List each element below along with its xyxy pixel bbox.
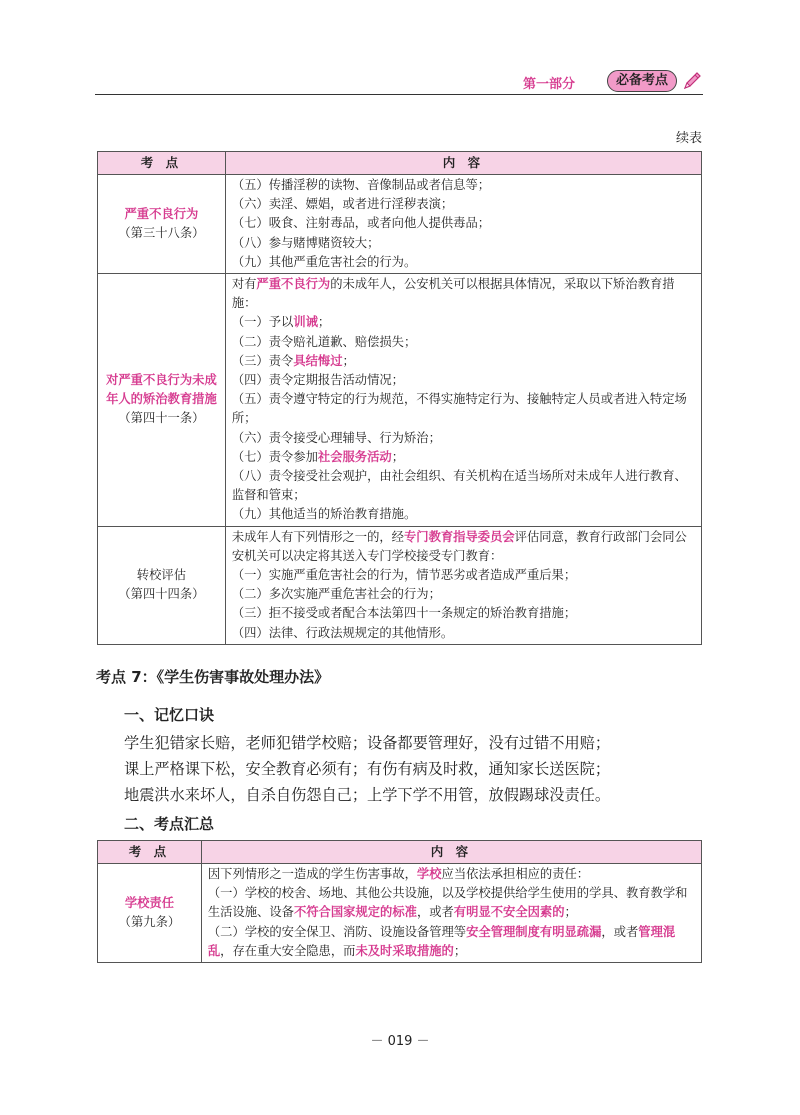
point-article: （第三十八条） xyxy=(118,226,205,240)
content-line: （一）实施严重危害社会的行为，情节恶劣或者造成严重后果； xyxy=(231,568,577,583)
summary-table xyxy=(97,840,702,963)
content-line: （二）多次实施严重危害社会的行为； xyxy=(231,587,441,602)
table-header-row xyxy=(98,152,702,175)
content-line: （九）其他严重危害社会的行为。 xyxy=(231,254,417,269)
table-row xyxy=(98,175,702,274)
content-line: （八）责令接受社会观护，由社会组织、有关机构在适当场所对未成年人进行教育、监督和管束； xyxy=(231,469,687,503)
highlight-term: 不符合国家规定的标准 xyxy=(293,905,417,920)
column-header-point: 考 点 xyxy=(98,152,226,175)
highlight-term: 社会服务活动 xyxy=(317,449,392,464)
highlight-term: 安全管理制度有明显疏漏 xyxy=(466,924,602,939)
point-title: 转校评估 xyxy=(136,568,186,583)
content-line: （五）传播淫秽的读物、音像制品或者信息等； xyxy=(231,178,491,192)
content-line: （七）责令参加社会服务活动； xyxy=(231,449,405,464)
point-article: （第九条） xyxy=(118,915,181,929)
provisions-table xyxy=(97,151,702,645)
content-line: （七）吸食、注射毒品，或者向他人提供毒品； xyxy=(231,216,491,231)
column-header-content: 内 容 xyxy=(201,841,701,864)
content-line: （五）责令遵守特定的行为规范，不得实施特定行为、接触特定人员或者进入特定场所； xyxy=(231,392,687,426)
highlight-term: 专门教育指导委员会 xyxy=(403,529,515,544)
content-line: 因下列情形之一造成的学生伤害事故，学校应当依法承担相应的责任： xyxy=(207,867,590,881)
section-badge: 必备考点 xyxy=(607,70,677,92)
verse-line: 课上严格课下松，安全教育必须有；有伤有病及时救，通知家长送医院； xyxy=(124,760,610,778)
highlight-term: 严重不良行为 xyxy=(256,277,331,292)
memory-verse xyxy=(124,730,610,808)
point-cell xyxy=(98,864,202,963)
content-cell xyxy=(225,175,701,274)
point-title: 对严重不良行为未成年人的矫治教育措施 xyxy=(106,373,217,407)
table-row xyxy=(98,526,702,644)
highlight-term: 学校 xyxy=(416,867,442,881)
content-line: 对有严重不良行为的未成年人，公安机关可以根据具体情况，采取以下矫治教育措施： xyxy=(231,277,675,311)
section-title: 考点 7：《学生伤害事故处理办法》 xyxy=(96,668,330,686)
verse-line: 学生犯错家长赔，老师犯错学校赔；设备都要管理好，没有过错不用赔； xyxy=(124,734,610,752)
memory-heading: 一、记忆口诀 xyxy=(124,706,215,724)
content-cell xyxy=(225,526,701,644)
part-label: 第一部分 xyxy=(522,77,575,92)
highlight-term: 未及时采取措施的 xyxy=(355,943,454,958)
content-line: （三）拒不接受或者配合本法第四十一条规定的矫治教育措施； xyxy=(231,606,577,621)
continuation-label: 续表 xyxy=(675,131,702,146)
point-title: 学校责任 xyxy=(124,895,175,910)
content-line: （三）责令具结悔过； xyxy=(231,353,355,368)
highlight-term: 管理混乱 xyxy=(207,924,676,958)
highlight-term: 具结悔过 xyxy=(293,353,343,368)
content-line: （四）法律、行政法规规定的其他情形。 xyxy=(231,625,454,640)
content-line: 未成年人有下列情形之一的，经专门教育指导委员会评估同意，教育行政部门会同公安机关可以决定将其送入专门学校接受专门教育： xyxy=(231,529,687,563)
header-rule xyxy=(95,94,703,95)
point-article: （第四十四条） xyxy=(118,587,205,602)
column-header-content: 内 容 xyxy=(225,152,701,175)
content-line: （一）予以训诫； xyxy=(231,315,331,330)
point-cell xyxy=(98,175,226,274)
highlight-term: 有明显不安全因素的 xyxy=(453,905,565,920)
column-header-point: 考 点 xyxy=(98,841,202,864)
content-cell xyxy=(201,864,701,963)
content-line: （八）参与赌博赌资较大； xyxy=(231,235,380,250)
table-row xyxy=(98,274,702,527)
content-line: （六）责令接受心理辅导、行为矫治； xyxy=(231,430,441,445)
summary-heading: 二、考点汇总 xyxy=(124,815,215,833)
highlight-term: 训诫 xyxy=(293,315,318,330)
content-line: （四）责令定期报告活动情况； xyxy=(231,373,404,388)
content-line: （六）卖淫、嫖娼，或者进行淫秽表演； xyxy=(231,197,454,212)
page-header xyxy=(95,70,703,92)
content-line: （二）责令赔礼道歉、赔偿损失； xyxy=(231,334,417,349)
point-article: （第四十一条） xyxy=(118,411,205,426)
content-line: （一）学校的校舍、场地、其他公共设施，以及学校提供给学生使用的学具、教育教学和生活设施、设备不符合国家规定的标准，或者有明显不安全因素的； xyxy=(207,886,688,920)
point-cell xyxy=(98,274,226,527)
point-title: 严重不良行为 xyxy=(124,206,199,221)
table-header-row xyxy=(98,841,702,864)
verse-line: 地震洪水来坏人，自杀自伤怨自己；上学下学不用管，放假踢球没责任。 xyxy=(124,786,610,804)
content-line: （二）学校的安全保卫、消防、设施设备管理等安全管理制度有明显疏漏，或者管理混乱，存在重大安全隐患，而未及时采取措施的； xyxy=(207,924,676,958)
table-row xyxy=(98,864,702,963)
page-number: － 019 － xyxy=(370,1034,430,1049)
content-line: （九）其他适当的矫治教育措施。 xyxy=(231,507,417,522)
point-cell xyxy=(98,526,226,644)
pencil-icon xyxy=(681,70,703,92)
content-cell xyxy=(225,274,701,527)
